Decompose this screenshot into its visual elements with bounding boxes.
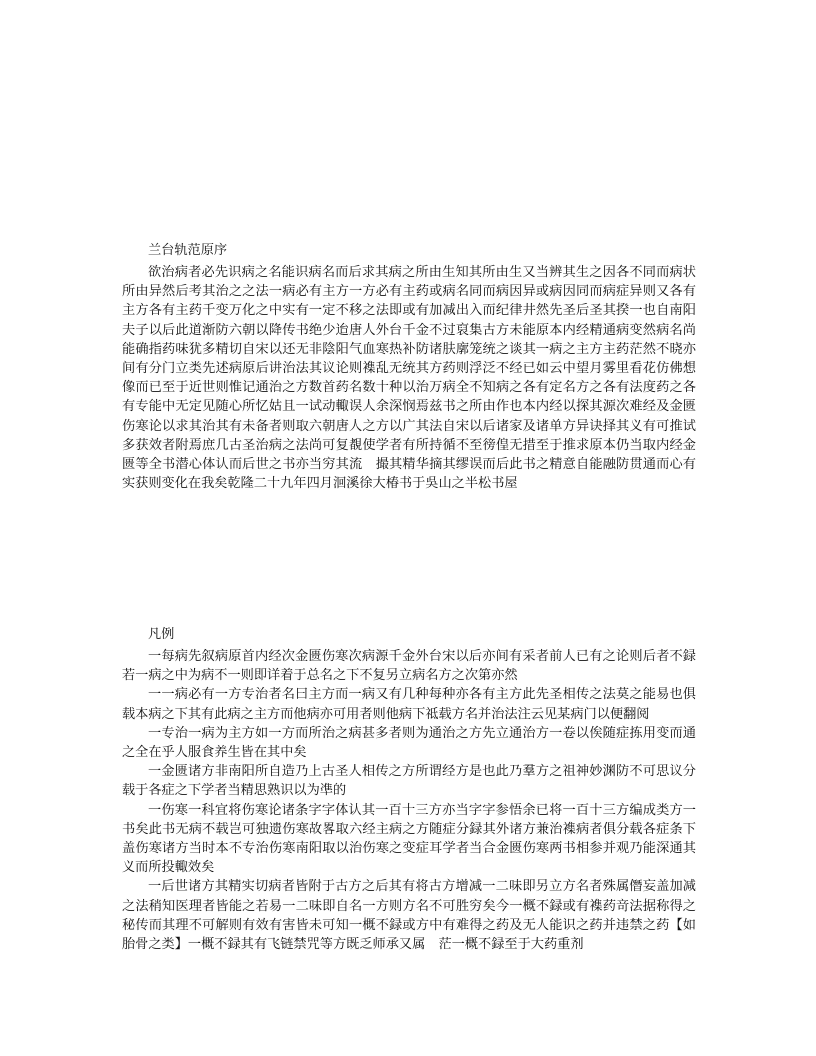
preface-body: 欲治病者必先识病之名能识病名而后求其病之所由生知其所由生又当辨其生之因各不同而病状所由异然后考其治之之法一病必有主方一方必有主药或病名同而病因异或病因同而病症异则又各有主方各有主药千变万化之中实有一定不移之法即或有加减出入而纪律井然先圣后圣其揆一也自南阳夫子以后此道渐防六朝以降传书绝少迨唐人外台千金不过裒集古方未能原本内经精通病变然病名尚能确指药味犹多精切自宋以还无非陰阳气血寒热补防诸肤廓笼统之谈其一病之主方主药茫然不晓亦间有分门立类先述病原后讲治法其议论则襍乱无统其方药则浮泛不经已如云中望月雾里看花仿佛想像而已至于近世则惟记通治之方数首药名数十种以治万病全不知病之各有定名方之各有法度药之各有专能中无定见随心所忆姑且一试动輙误人余深悯焉兹书之所由作也本内经以探其源次难经及金匮伤寒论以求其治其有未备者则取六朝唐人之方以广其法自宋以后诸家及诸单方异诀择其义有可推试多获效者附焉庶几古圣治病之法尚可复覩使学者有所持循不至徬偟无措至于推求原本仍当取内经金匮等全书潜心体认而后世之书亦当穷其流 撮其精华摘其缪误而后此书之精意自能融防贯通而心有实获则变化在我矣乾隆二十九年四月洄溪徐大椿书于吳山之半松书屋 [122,265,696,492]
rules-item: 一金匮诸方非南阳所自造乃上古圣人相传之方所谓经方是也此乃羣方之祖神妙渊防不可思议分载于各症之下学者当精思熟识以为凖的 [122,764,696,799]
preface-title: 兰台轨范原序 [148,243,228,258]
rules-item: 一一病必有一方专治者名曰主方而一病又有几种每种亦各有主方此先圣相传之法莫之能易也俱载本病之下其有此病之主方而他病亦可用者则他病下祗载方名并治法注云见某病门以便翻阅 [122,687,696,722]
rules-section [122,626,696,954]
preface-section [122,242,696,493]
rules-item: 一伤寒一科宜将伤寒论诸条字字体认其一百十三方亦当字字参悟余已将一百十三方编成类方一书矣此书无病不载岂可独遗伤寒故畧取六经主病之方随症分録其外诸方兼治襍病者俱分载各症条下盖伤寒诸方当时本不专治伤寒南阳取以治伤寒之变症耳学者当合金匮伤寒两书相参并观乃能深通其义而所投輙效矣 [122,802,696,876]
rules-title: 凡例 [148,627,175,642]
rules-item: 一每病先叙病原首内经次金匮伤寒次病源千金外台宋以后亦间有采者前人已有之论则后者不録若一病之中为病不一则即详着于总名之下不复另立病名方之次第亦然 [122,649,696,684]
rules-item: 一专治一病为主方如一方而所治之病甚多者则为通治之方先立通治方一卷以俟随症拣用变而通之全在乎人服食养生皆在其中矣 [122,725,696,761]
rules-item: 一后世诸方其精实切病者皆附于古方之后其有将古方增减一二味即另立方名者殊属僭妄盖加减之法稍知医理者皆能之若易一二味即自名一方则方名不可胜穷矣今一概不録或有襍药竒法据称得之秘传而其理不可解则有效有害皆未可知一概不録或方中有难得之药及无人能识之药并违禁之药【如胎骨之类】一概不録其有飞链禁咒等方既乏师承又属 茫一概不録至于大药重剂 [122,879,696,953]
